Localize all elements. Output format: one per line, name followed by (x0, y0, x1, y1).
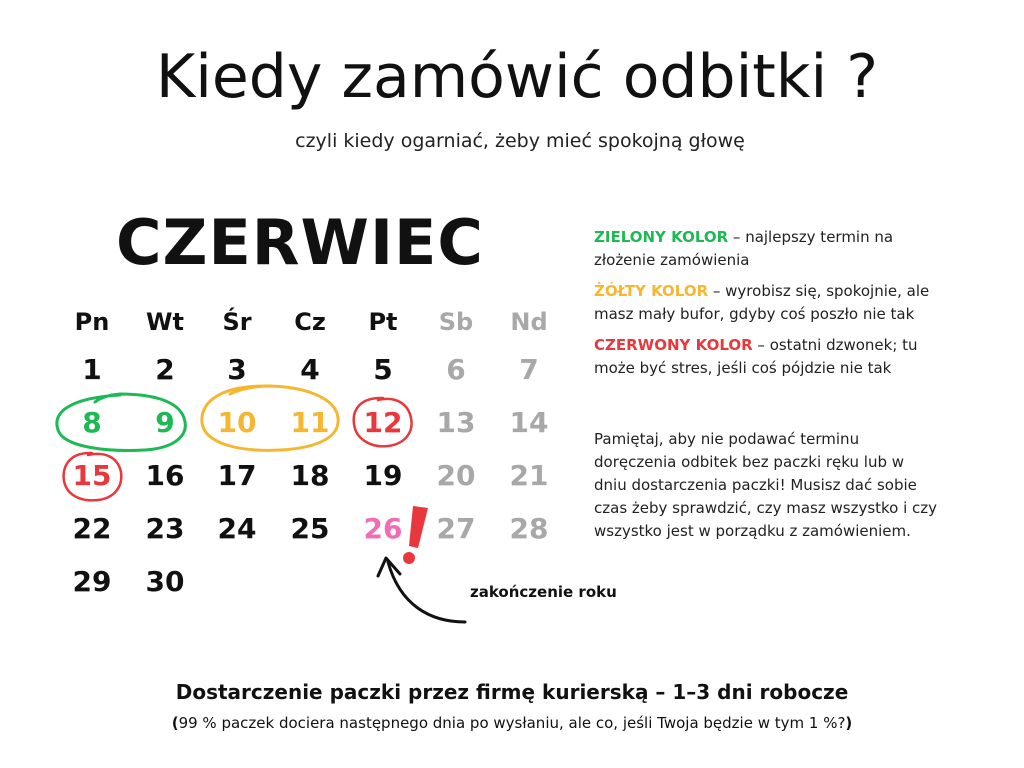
red-circle-mark-12 (354, 398, 412, 446)
calendar-day: 18 (290, 459, 330, 492)
legend-red-text: – ostatni dzwonek; tu może być stres, jeśli coś pójdzie nie tak (594, 336, 918, 377)
weekday-header: Pt (368, 308, 398, 336)
calendar-day: 15 (72, 459, 112, 492)
page-subtitle: czyli kiedy ogarniać, żeby mieć spokojną głowę (295, 130, 745, 152)
legend-yellow (594, 280, 944, 326)
delivery-subnote-text: 99 % paczek dociera następnego dnia po wysłaniu, ale co, jeśli Twoja będzie w tym 1 %? (178, 714, 846, 732)
calendar-day: 16 (145, 459, 185, 492)
red-circle-mark-15 (64, 453, 122, 500)
calendar-day: 24 (217, 512, 257, 545)
calendar-day: 21 (509, 459, 549, 492)
green-circle-mark (57, 394, 185, 450)
calendar-day: 27 (436, 512, 476, 545)
calendar-day: 20 (436, 459, 476, 492)
calendar-day: 14 (509, 406, 549, 439)
calendar-day: 22 (72, 512, 112, 545)
paren-close: ) (845, 714, 853, 732)
legend-green-text: – najlepszy termin na złożenie zamówienia (594, 228, 894, 269)
calendar-day: 29 (72, 565, 112, 598)
reminder-note: Pamiętaj, aby nie podawać terminu doręczenia odbitek bez paczki ręku lub w dniu dostarczenia paczki! Musisz dać sobie czas żeby sprawdzić, czy masz wszystko i czy wszystko jest w porządku z zamówieniem. (594, 430, 938, 540)
calendar-day: 5 (373, 353, 393, 386)
legend-green-key: ZIELONY KOLOR (594, 228, 729, 246)
calendar-day: 26 (363, 512, 403, 545)
weekday-header: Wt (146, 308, 184, 336)
legend-red-key: CZERWONY KOLOR (594, 336, 753, 354)
weekday-header: Pn (74, 308, 110, 336)
calendar-day: 6 (446, 353, 466, 386)
calendar-day: 23 (145, 512, 185, 545)
delivery-info: Dostarczenie paczki przez firmę kurierską – 1–3 dni robocze (175, 680, 849, 704)
calendar-day: 11 (290, 406, 330, 439)
calendar-day: 8 (82, 406, 102, 439)
paren-open: ( (171, 714, 179, 732)
month-name: CZERWIEC (116, 206, 484, 279)
legend-green (594, 226, 944, 272)
legend-yellow-text: – wyrobisz się, spokojnie, ale masz mały bufor, gdyby coś poszło nie tak (594, 282, 930, 323)
page-title: Kiedy zamówić odbitki ? (155, 42, 879, 112)
calendar-day: 28 (509, 512, 549, 545)
calendar-day: 3 (227, 353, 247, 386)
exclamation-stroke (409, 506, 428, 548)
calendar-day: 10 (217, 406, 257, 439)
calendar-day: 12 (363, 406, 403, 439)
weekday-header: Nd (510, 308, 548, 336)
weekday-header: Cz (294, 308, 326, 336)
weekday-header: Sb (438, 308, 474, 336)
yellow-circle-mark (202, 386, 338, 450)
calendar-day: 19 (363, 459, 403, 492)
legend-yellow-key: ŻÓŁTY KOLOR (594, 282, 709, 300)
color-legend (594, 226, 944, 388)
calendar-day: 17 (217, 459, 257, 492)
calendar-day: 4 (300, 353, 320, 386)
calendar-day: 1 (82, 353, 102, 386)
legend-red (594, 334, 944, 380)
arrow-label: zakończenie roku (470, 583, 617, 601)
weekday-header: Śr (222, 308, 252, 336)
delivery-subnote (0, 714, 1024, 732)
calendar-day: 2 (155, 353, 175, 386)
calendar-day: 7 (519, 353, 539, 386)
calendar-day: 9 (155, 406, 175, 439)
calendar-day: 30 (145, 565, 185, 598)
calendar-day: 25 (290, 512, 330, 545)
arrow-curve (388, 562, 465, 622)
exclamation-dot (403, 552, 415, 564)
calendar-day: 13 (436, 406, 476, 439)
